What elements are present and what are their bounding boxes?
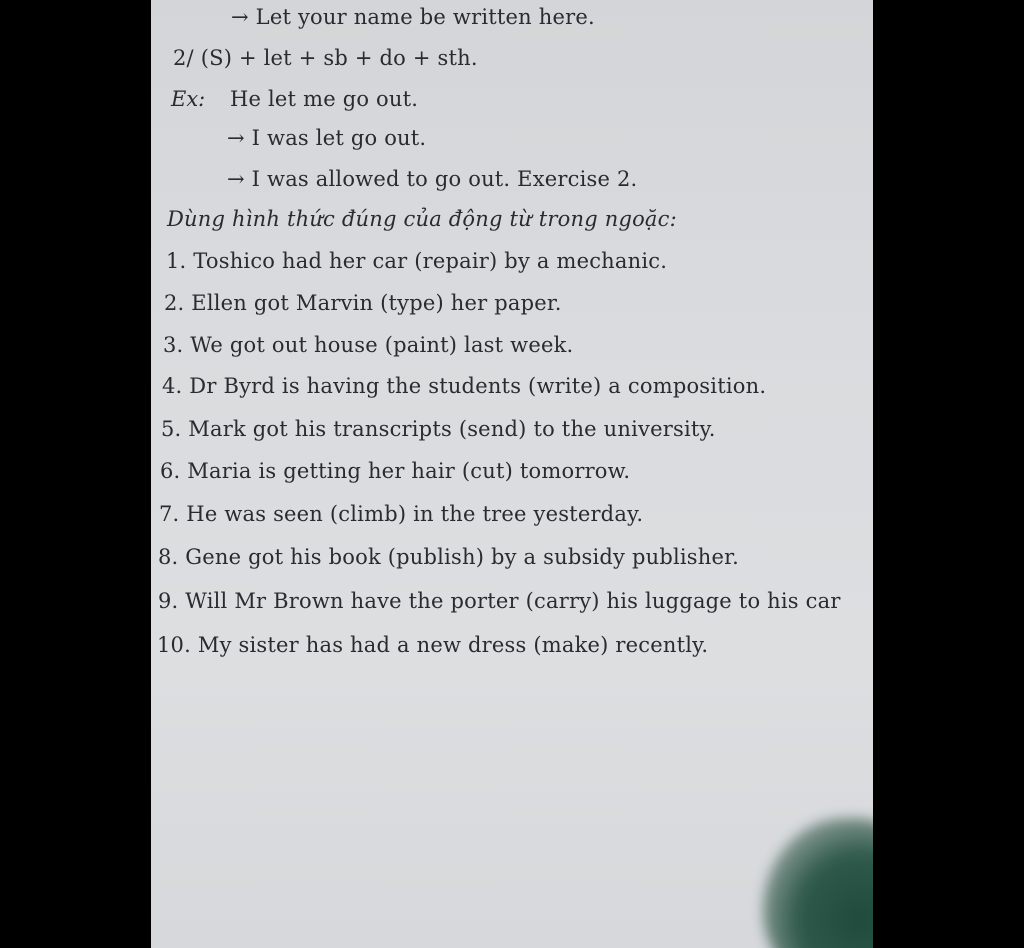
example-result-line: → Let your name be written here. [231, 5, 595, 29]
exercise-item-3: 3. We got out house (paint) last week. [163, 333, 574, 357]
example-label: Ex: [171, 87, 206, 111]
exercise-item-10: 10. My sister has had a new dress (make) recently. [157, 633, 709, 657]
exercise-item-9: 9. Will Mr Brown have the porter (carry) his luggage to his car [158, 589, 841, 613]
finger-shadow [763, 818, 873, 948]
exercise-item-4: 4. Dr Byrd is having the students (write) a composition. [162, 374, 767, 398]
exercise-instruction: Dùng hình thức đúng của động từ trong ngoặc: [167, 207, 677, 231]
exercise-item-7: 7. He was seen (climb) in the tree yesterday. [159, 502, 644, 526]
example-passive-1: → I was let go out. [227, 126, 427, 150]
exercise-item-6: 6. Maria is getting her hair (cut) tomorrow. [160, 459, 631, 483]
exercise-item-2: 2. Ellen got Marvin (type) her paper. [164, 291, 562, 315]
exercise-item-5: 5. Mark got his transcripts (send) to the university. [161, 417, 716, 441]
rule-heading: 2/ (S) + let + sb + do + sth. [173, 46, 478, 70]
example-passive-2: → I was allowed to go out. Exercise 2. [227, 167, 638, 191]
exercise-item-1: 1. Toshico had her car (repair) by a mechanic. [166, 249, 668, 273]
paper-sheet [151, 0, 873, 948]
example-sentence: He let me go out. [230, 87, 419, 111]
exercise-item-8: 8. Gene got his book (publish) by a subsidy publisher. [158, 545, 739, 569]
